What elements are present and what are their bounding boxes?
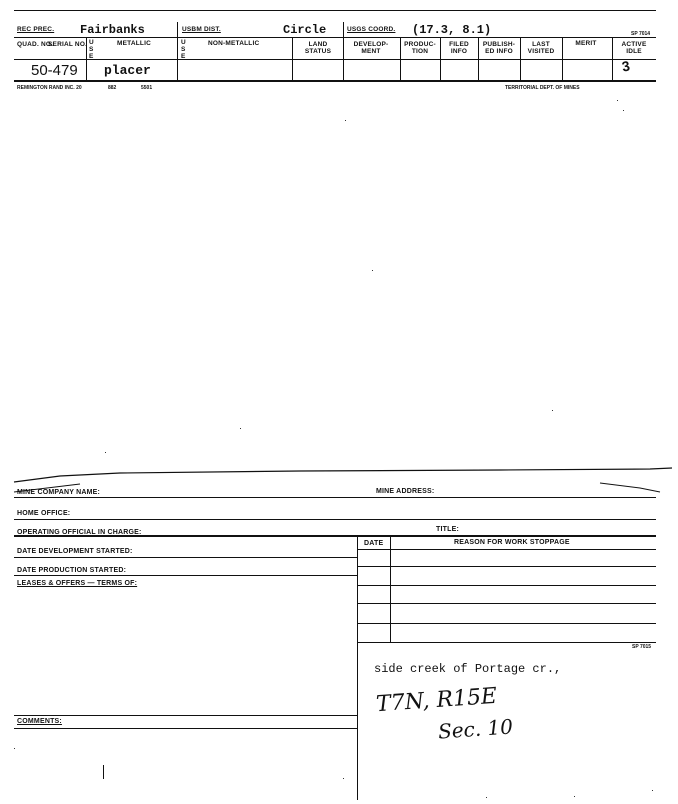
- line-company: [14, 497, 656, 498]
- column-divider: [14, 59, 656, 60]
- speck: [617, 100, 618, 101]
- active-mark: 3: [620, 57, 632, 75]
- reason-column-header: REASON FOR WORK STOPPAGE: [454, 539, 570, 546]
- usbm-dist-label: USBM DIST.: [182, 26, 221, 33]
- date-production-started-label: DATE PRODUCTION STARTED:: [17, 567, 127, 574]
- typed-note: side creek of Portage cr.,: [374, 662, 562, 676]
- handwritten-township-range: T7N, R15E: [375, 683, 498, 718]
- printer-credit: REMINGTON RAND INC. 20: [17, 85, 82, 91]
- mine-company-name-label: MINE COMPANY NAME:: [17, 489, 101, 496]
- speck: [14, 748, 15, 749]
- form-number-bottom: SP 7015: [632, 644, 652, 650]
- title-label: TITLE:: [436, 526, 459, 533]
- table-row-line: [357, 585, 656, 586]
- table-row-line: [357, 603, 656, 604]
- table-header-line: [357, 549, 656, 550]
- table-date-divider: [390, 535, 391, 643]
- col-serial-no: SERIAL NO.: [48, 41, 88, 48]
- col-land-status: LAND STATUS: [304, 41, 332, 55]
- mine-address-label: MINE ADDRESS:: [376, 488, 435, 495]
- top-border: [14, 10, 656, 11]
- table-bottom-line: [357, 642, 656, 643]
- vdiv-land: [292, 37, 293, 80]
- vdiv-2: [343, 22, 344, 80]
- nonmetallic-prefix: U S E: [181, 39, 186, 60]
- form-number-top: SP 7014: [631, 31, 651, 37]
- torn-edge: [0, 462, 678, 498]
- record-metallic: placer: [104, 63, 151, 78]
- usgs-coord-value: (17.3, 8.1): [412, 23, 492, 37]
- speck: [486, 797, 487, 798]
- printer-code-1: 882: [108, 85, 117, 91]
- operating-official-label: OPERATING OFFICIAL IN CHARGE:: [17, 529, 142, 536]
- speck: [574, 796, 575, 797]
- stray-mark: [103, 765, 104, 779]
- table-row-line: [357, 566, 656, 567]
- speck: [240, 428, 241, 429]
- speck: [105, 452, 106, 453]
- speck: [652, 790, 653, 791]
- col-metallic: METALLIC: [117, 40, 151, 47]
- col-quad-no: QUAD. NO.: [17, 41, 54, 48]
- line-leases-bottom: [14, 715, 357, 716]
- line-official: [14, 535, 656, 537]
- date-column-header: DATE: [364, 540, 384, 547]
- col-last-visited: LAST VISITED: [527, 41, 555, 55]
- line-dev-started: [14, 557, 357, 558]
- col-nonmetallic: NON-METALLIC: [208, 40, 260, 47]
- leases-offers-label: LEASES & OFFERS — TERMS OF:: [17, 580, 138, 587]
- header-divider: [14, 37, 656, 38]
- col-development: DEVELOP-MENT: [353, 41, 389, 55]
- table-left-border: [357, 535, 358, 800]
- speck: [372, 270, 373, 271]
- col-published-info: PUBLISH-ED INFO: [482, 41, 516, 55]
- rec-prec-value: Fairbanks: [80, 23, 145, 37]
- comments-label: COMMENTS:: [17, 718, 62, 725]
- rec-prec-label: REC PREC.: [17, 26, 55, 33]
- line-comments: [14, 728, 357, 729]
- metallic-prefix: U S E: [89, 39, 94, 60]
- speck: [343, 778, 344, 779]
- printer-code-2: 5501: [141, 85, 153, 91]
- vdiv-serial: [86, 37, 87, 80]
- record-serial: 50-479: [31, 62, 78, 79]
- home-office-label: HOME OFFICE:: [17, 510, 71, 517]
- speck: [552, 410, 553, 411]
- table-row-line: [357, 623, 656, 624]
- record-bottom-border: [14, 80, 656, 82]
- handwritten-section: Sec. 10: [437, 714, 514, 744]
- col-production: PRODUC-TION: [404, 41, 436, 55]
- usgs-coord-label: USGS COORD.: [347, 26, 396, 33]
- line-home-office: [14, 519, 656, 520]
- col-filed-info: FILED INFO: [449, 41, 469, 55]
- date-development-started-label: DATE DEVELOPMENT STARTED:: [17, 548, 133, 555]
- vdiv-1: [177, 22, 178, 80]
- speck: [345, 120, 346, 121]
- usbm-dist-value: Circle: [283, 23, 327, 37]
- col-active-idle: ACTIVE IDLE: [621, 41, 647, 55]
- line-prod-started: [14, 575, 357, 576]
- speck: [623, 110, 624, 111]
- department-name: TERRITORIAL DEPT. OF MINES: [505, 85, 580, 91]
- col-merit: MERIT: [575, 40, 597, 47]
